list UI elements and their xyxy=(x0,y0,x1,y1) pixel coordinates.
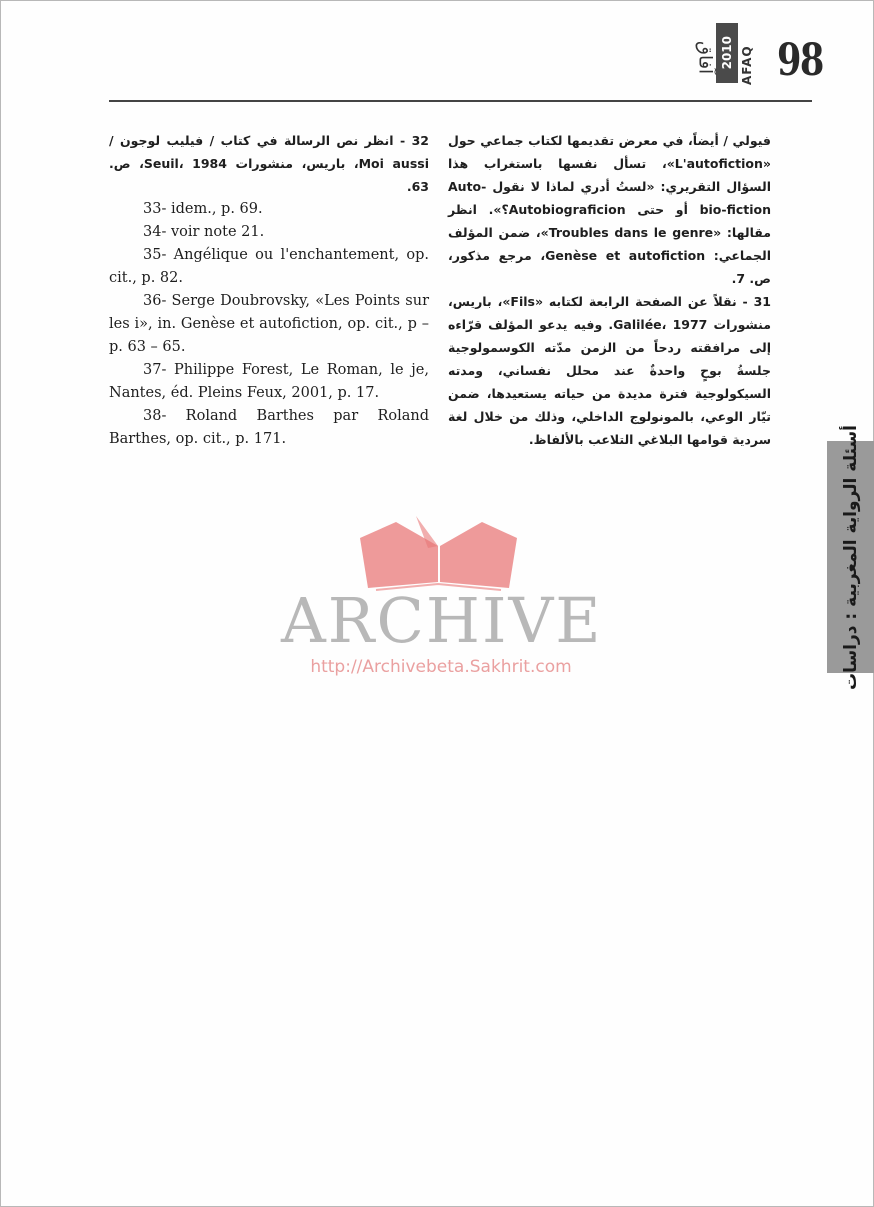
page-number: 98 xyxy=(777,35,823,86)
note-37: 37- Philippe Forest, Le Roman, le je, Nantes, éd. Pleins Feux, 2001, p. 17. xyxy=(109,362,429,401)
left-column xyxy=(109,129,429,451)
watermark-url: http://Archivebeta.Sakhrit.com xyxy=(310,657,572,677)
watermark-title: ARCHIVE xyxy=(281,584,603,657)
side-tab-label: أسئلة الرواية المغربية : دراسات xyxy=(841,424,861,690)
note-32: 32 - انظر نص الرسالة في كتاب / فيليب لوجون / Moi aussi، باريس، منشورات Seuil، 1984، ص. 63. xyxy=(109,133,429,194)
year-label: 2010 xyxy=(720,36,734,70)
note-31: 31 - نقلاً عن الصفحة الرابعة لكتابه «Fils»، باريس، منشورات Galilée، 1977. وفيه يدعو المؤلف قرّاءه إلى مرافقته ردحاً من الزمن مدّته الكوسمولوجية جلسةُ بوحٍ واحدةٌ عند محلل نفساني، ومدته السيكولوجية فترة مديدة من حياته يستعيدها، ضمن تيّار الوعي، بالمونولوج الداخلي، وذلك من خلال لغة سردية قوامها البلاغي التلاعب بالألفاظ. xyxy=(448,294,772,447)
header-divider xyxy=(109,100,812,102)
magazine-logo-ar: آفاق xyxy=(694,41,716,75)
note-36: 36- Serge Doubrovsky, «Les Points sur les i», in. Genèse et autofiction, op. cit., p – p. 63 – 65. xyxy=(109,293,429,355)
right-column xyxy=(448,129,771,451)
note-intro: فيولي / أيضاً، في معرض تقديمها لكتاب جماعي حول «L'autofiction»، تسأل نفسها باستغراب هذا السؤال التقريري: «لستُ أدري لماذا لا نقول Auto-bio-fiction أو حتى Autobiograficion؟». انظر مقالها: «Troubles dans le genre»، ضمن المؤلف الجماعي: Genèse et autofiction، مرجع مذكور، ص. 7. xyxy=(448,133,772,286)
note-33: 33- idem., p. 69. xyxy=(143,201,263,217)
section-side-tab xyxy=(827,424,874,690)
magazine-logo-en: AFAQ xyxy=(740,45,754,85)
note-34: 34- voir note 21. xyxy=(143,224,265,240)
year-badge xyxy=(716,23,738,83)
note-38: 38- Roland Barthes par Roland Barthes, op. cit., p. 171. xyxy=(109,408,429,447)
note-35: 35- Angélique ou l'enchantement, op. cit., p. 82. xyxy=(109,247,429,286)
